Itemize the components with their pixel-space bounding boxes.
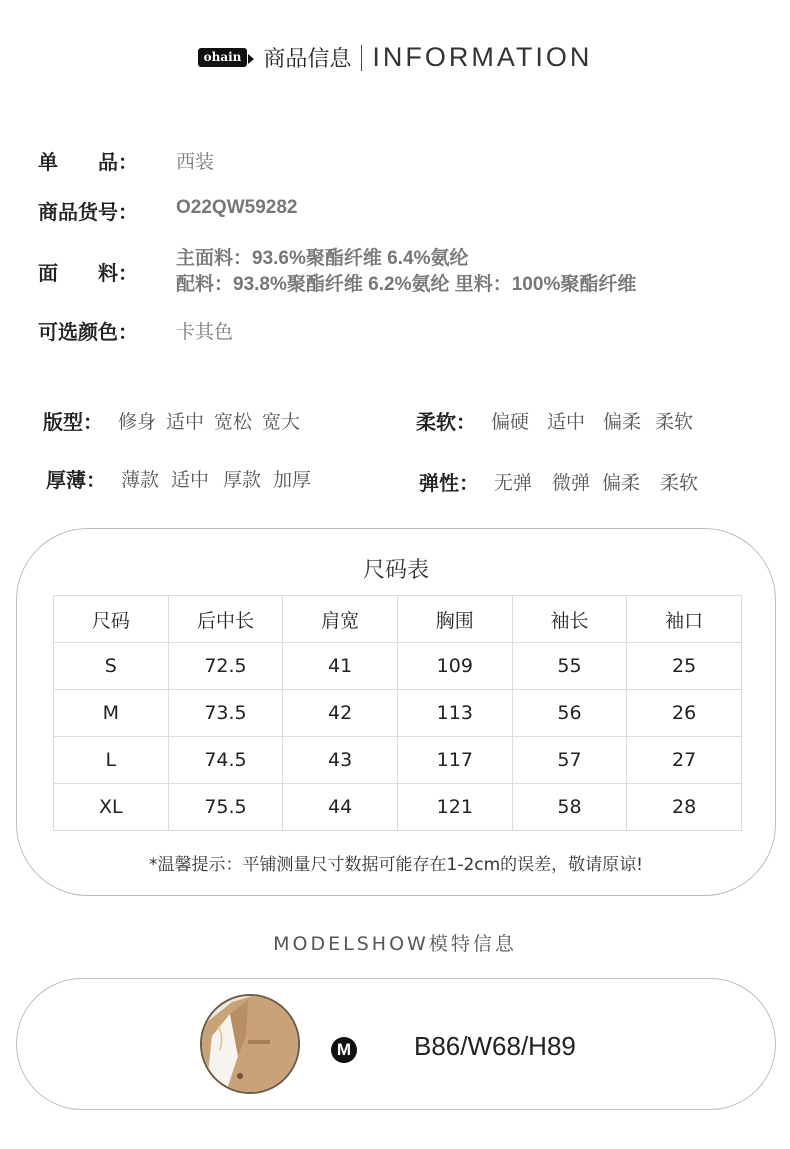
table-cell: 113 — [397, 690, 512, 737]
table-cell: 55 — [512, 643, 627, 690]
table-cell: 58 — [512, 784, 627, 831]
attr-option: 柔软 — [655, 411, 694, 433]
info-label: 面 料： — [38, 261, 138, 285]
attr-option: 加厚 — [273, 469, 312, 491]
model-size-badge: M — [331, 1037, 357, 1063]
table-cell: L — [54, 737, 169, 784]
section-header — [0, 42, 790, 78]
attr-option: 偏硬 — [491, 411, 530, 433]
attr-option: 偏柔 — [603, 411, 642, 433]
table-cell: 117 — [397, 737, 512, 784]
attr-label: 柔软： — [416, 410, 476, 434]
info-label: 单 品： — [38, 150, 138, 174]
attr-option: 宽松 — [214, 411, 253, 433]
table-cell: 57 — [512, 737, 627, 784]
table-cell: 44 — [283, 784, 398, 831]
header-title-cn: 商品信息 — [263, 47, 352, 72]
model-photo-illustration — [202, 996, 298, 1092]
table-cell: XL — [54, 784, 169, 831]
attr-thickness — [46, 464, 320, 493]
table-cell: 72.5 — [168, 643, 283, 690]
attr-option-selected: 无弹 — [493, 468, 533, 495]
attr-option-selected: 适中 — [546, 407, 586, 434]
table-cell: 56 — [512, 690, 627, 737]
table-header-cell: 肩宽 — [283, 596, 398, 643]
info-value: 卡其色 — [176, 321, 234, 343]
attr-option-selected: 适中 — [170, 465, 210, 492]
measurement-tip: *温馨提示：平铺测量尺寸数据可能存在1-2cm的误差，敬请原谅! — [149, 855, 643, 875]
attr-option: 微弹 — [552, 472, 591, 494]
model-measurements: B86/W68/H89 — [414, 1031, 576, 1061]
table-header-cell: 胸围 — [397, 596, 512, 643]
info-value: O22QW59282 — [176, 197, 298, 218]
size-table — [53, 595, 742, 831]
attr-option: 薄款 — [121, 469, 160, 491]
table-cell: M — [54, 690, 169, 737]
table-header-cell: 尺码 — [54, 596, 169, 643]
table-cell: 28 — [627, 784, 742, 831]
table-header-row — [54, 596, 742, 643]
size-table-card — [16, 528, 776, 896]
table-cell: 109 — [397, 643, 512, 690]
info-value-secondary: 配料：93.8%聚酯纤维 6.2%氨纶 里料：100%聚酯纤维 — [176, 274, 637, 295]
table-cell: 43 — [283, 737, 398, 784]
table-header-cell: 袖长 — [512, 596, 627, 643]
table-cell: 73.5 — [168, 690, 283, 737]
attr-label: 版型： — [43, 410, 103, 434]
table-cell: 75.5 — [168, 784, 283, 831]
table-cell: 26 — [627, 690, 742, 737]
attr-option: 修身 — [118, 411, 157, 433]
attr-option: 厚款 — [223, 469, 262, 491]
attr-option: 宽大 — [262, 411, 301, 433]
attr-option: 柔软 — [660, 472, 699, 494]
model-info-card — [16, 978, 776, 1110]
attr-label: 弹性： — [419, 471, 479, 495]
model-avatar — [200, 994, 300, 1094]
table-header-cell: 袖口 — [627, 596, 742, 643]
attr-elasticity — [419, 467, 707, 496]
table-cell: 42 — [283, 690, 398, 737]
info-label: 商品货号： — [38, 200, 138, 224]
attr-fit — [43, 406, 309, 435]
model-section-title: MODELSHOW模特信息 — [273, 933, 517, 955]
table-cell: S — [54, 643, 169, 690]
table-cell: 27 — [627, 737, 742, 784]
brand-logo: ohain — [198, 48, 248, 67]
table-header-cell: 后中长 — [168, 596, 283, 643]
attr-softness — [416, 406, 702, 435]
table-row — [54, 690, 742, 737]
attr-option: 偏柔 — [602, 472, 641, 494]
header-title-en: INFORMATION — [372, 42, 593, 72]
info-value: 主面料：93.6%聚酯纤维 6.4%氨纶 — [176, 248, 469, 269]
table-cell: 121 — [397, 784, 512, 831]
table-row — [54, 784, 742, 831]
table-cell: 41 — [283, 643, 398, 690]
size-table-title: 尺码表 — [362, 558, 429, 583]
info-value: 西装 — [176, 151, 215, 173]
header-divider — [361, 45, 362, 71]
table-cell: 74.5 — [168, 737, 283, 784]
attr-option-selected: 适中 — [165, 407, 205, 434]
table-row — [54, 643, 742, 690]
table-cell: 25 — [627, 643, 742, 690]
attr-label: 厚薄： — [46, 468, 106, 492]
table-row — [54, 737, 742, 784]
info-label: 可选颜色： — [38, 320, 138, 344]
